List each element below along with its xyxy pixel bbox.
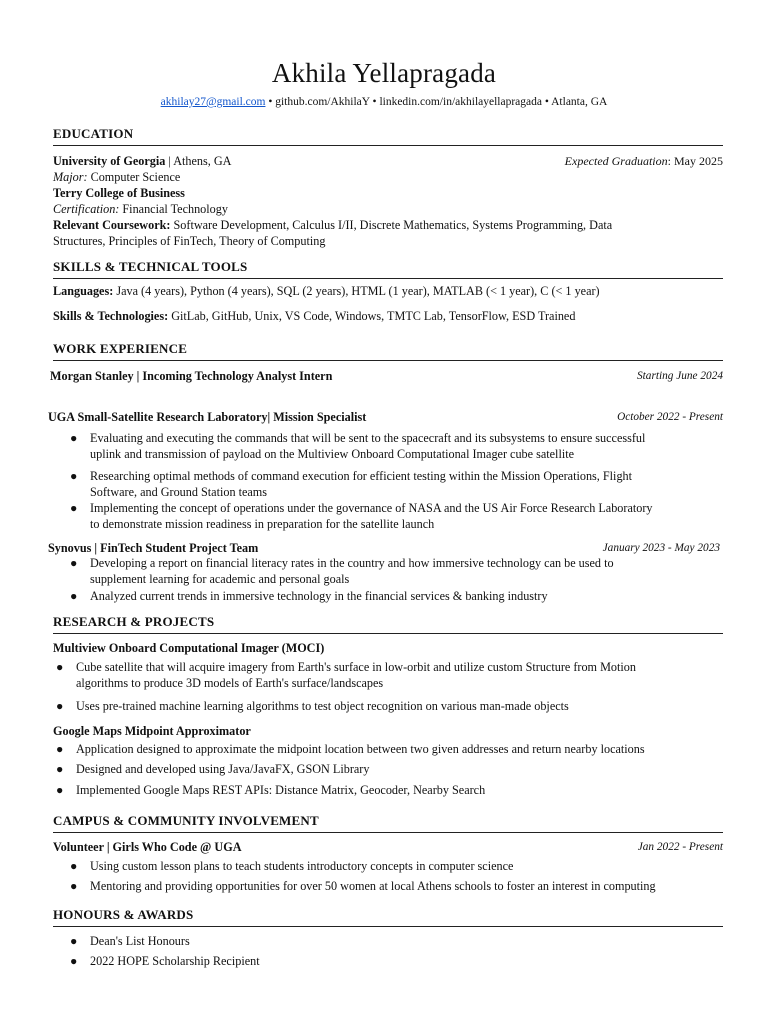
- list-item: ● Designed and developed using Java/JavaFX, GSON Library: [56, 762, 370, 776]
- job-uga-smallsat: UGA Small-Satellite Research Laboratory| Mission Specialist October 2022 - Present: [48, 410, 723, 424]
- list-item: ● Developing a report on financial literacy rates in the country and how immersive technology can be used to supplement learning for academic and personal goals: [70, 556, 614, 586]
- list-item: ● 2022 HOPE Scholarship Recipient: [70, 954, 260, 968]
- list-item: ● Cube satellite that will acquire imagery from Earth's surface in low-orbit and utilize custom Structure from Motion algorithms to produce 3D models of Earth's surface/landscapes: [56, 660, 636, 690]
- list-item: ● Analyzed current trends in immersive technology in the financial services & banking industry: [70, 589, 548, 603]
- school-name: University of Georgia: [53, 154, 166, 168]
- education-school-row: [53, 153, 723, 169]
- languages-row: Languages: Java (4 years), Python (4 years), SQL (2 years), HTML (1 year), MATLAB (< 1 year), C (< 1 year): [53, 284, 600, 298]
- graduation-date: Expected Graduation: May 2025: [564, 154, 723, 168]
- education-heading: EDUCATION: [53, 126, 723, 146]
- list-item: ● Implemented Google Maps REST APIs: Distance Matrix, Geocoder, Nearby Search: [56, 783, 486, 797]
- contact-line: [0, 96, 768, 108]
- list-item: ● Evaluating and executing the commands that will be sent to the spacecraft and its subsystems to ensure successful uplink and transmission of payload on the Multiview Onboard Computational Imager cube satellite: [70, 431, 646, 461]
- applicant-name: Akhila Yellapragada: [271, 58, 497, 88]
- college-name: Terry College of Business: [53, 186, 185, 200]
- school-location: | Athens, GA: [165, 154, 232, 168]
- coursework-row: Relevant Coursework: Software Development, Calculus I/II, Discrete Mathematics, Systems Programming, Data: [53, 218, 613, 232]
- campus-heading: CAMPUS & COMMUNITY INVOLVEMENT: [53, 813, 723, 833]
- project-maps-title: Google Maps Midpoint Approximator: [53, 724, 251, 738]
- certification-row: Certification: Financial Technology: [53, 202, 228, 216]
- list-item: ● Uses pre-trained machine learning algorithms to test object recognition on various man-made objects: [56, 699, 569, 713]
- research-heading: RESEARCH & PROJECTS: [53, 614, 723, 634]
- coursework-row-2: Structures, Principles of FinTech, Theory of Computing: [53, 234, 326, 248]
- skills-heading: SKILLS & TECHNICAL TOOLS: [53, 259, 723, 279]
- list-item: ● Dean's List Honours: [70, 934, 190, 948]
- project-moci-title: Multiview Onboard Computational Imager (MOCI): [53, 641, 325, 655]
- list-item: ● Researching optimal methods of command execution for efficient testing within the Mission Operations, Flight Software, and Ground Station teams: [70, 469, 633, 499]
- volunteer-role: Volunteer | Girls Who Code @ UGA Jan 2022 - Present: [53, 840, 723, 854]
- list-item: ● Using custom lesson plans to teach students introductory concepts in computer science: [70, 859, 514, 873]
- job-morgan-stanley: Morgan Stanley | Incoming Technology Analyst Intern Starting June 2024: [50, 369, 723, 383]
- list-item: ● Implementing the concept of operations under the governance of NASA and the US Air Force Research Laboratory to demonstrate mission readiness in preparation for the satellite launch: [70, 501, 653, 531]
- job-synovus: Synovus | FinTech Student Project Team January 2023 - May 2023: [48, 541, 720, 555]
- list-item: ● Application designed to approximate the midpoint location between two given addresses and return nearby locations: [56, 742, 645, 756]
- work-heading: WORK EXPERIENCE: [53, 341, 723, 361]
- email-link[interactable]: akhilay27@gmail.com: [160, 96, 266, 108]
- honours-heading: HONOURS & AWARDS: [53, 907, 723, 927]
- major-row: Major: Computer Science: [53, 170, 181, 184]
- contact-details: • github.com/AkhilaY • linkedin.com/in/akhilayellapragada • Atlanta, GA: [265, 96, 608, 108]
- technologies-row: Skills & Technologies: GitLab, GitHub, Unix, VS Code, Windows, TMTC Lab, TensorFlow, ESD Trained: [53, 309, 576, 323]
- list-item: ● Mentoring and providing opportunities for over 50 women at local Athens schools to foster an interest in computing: [70, 879, 656, 893]
